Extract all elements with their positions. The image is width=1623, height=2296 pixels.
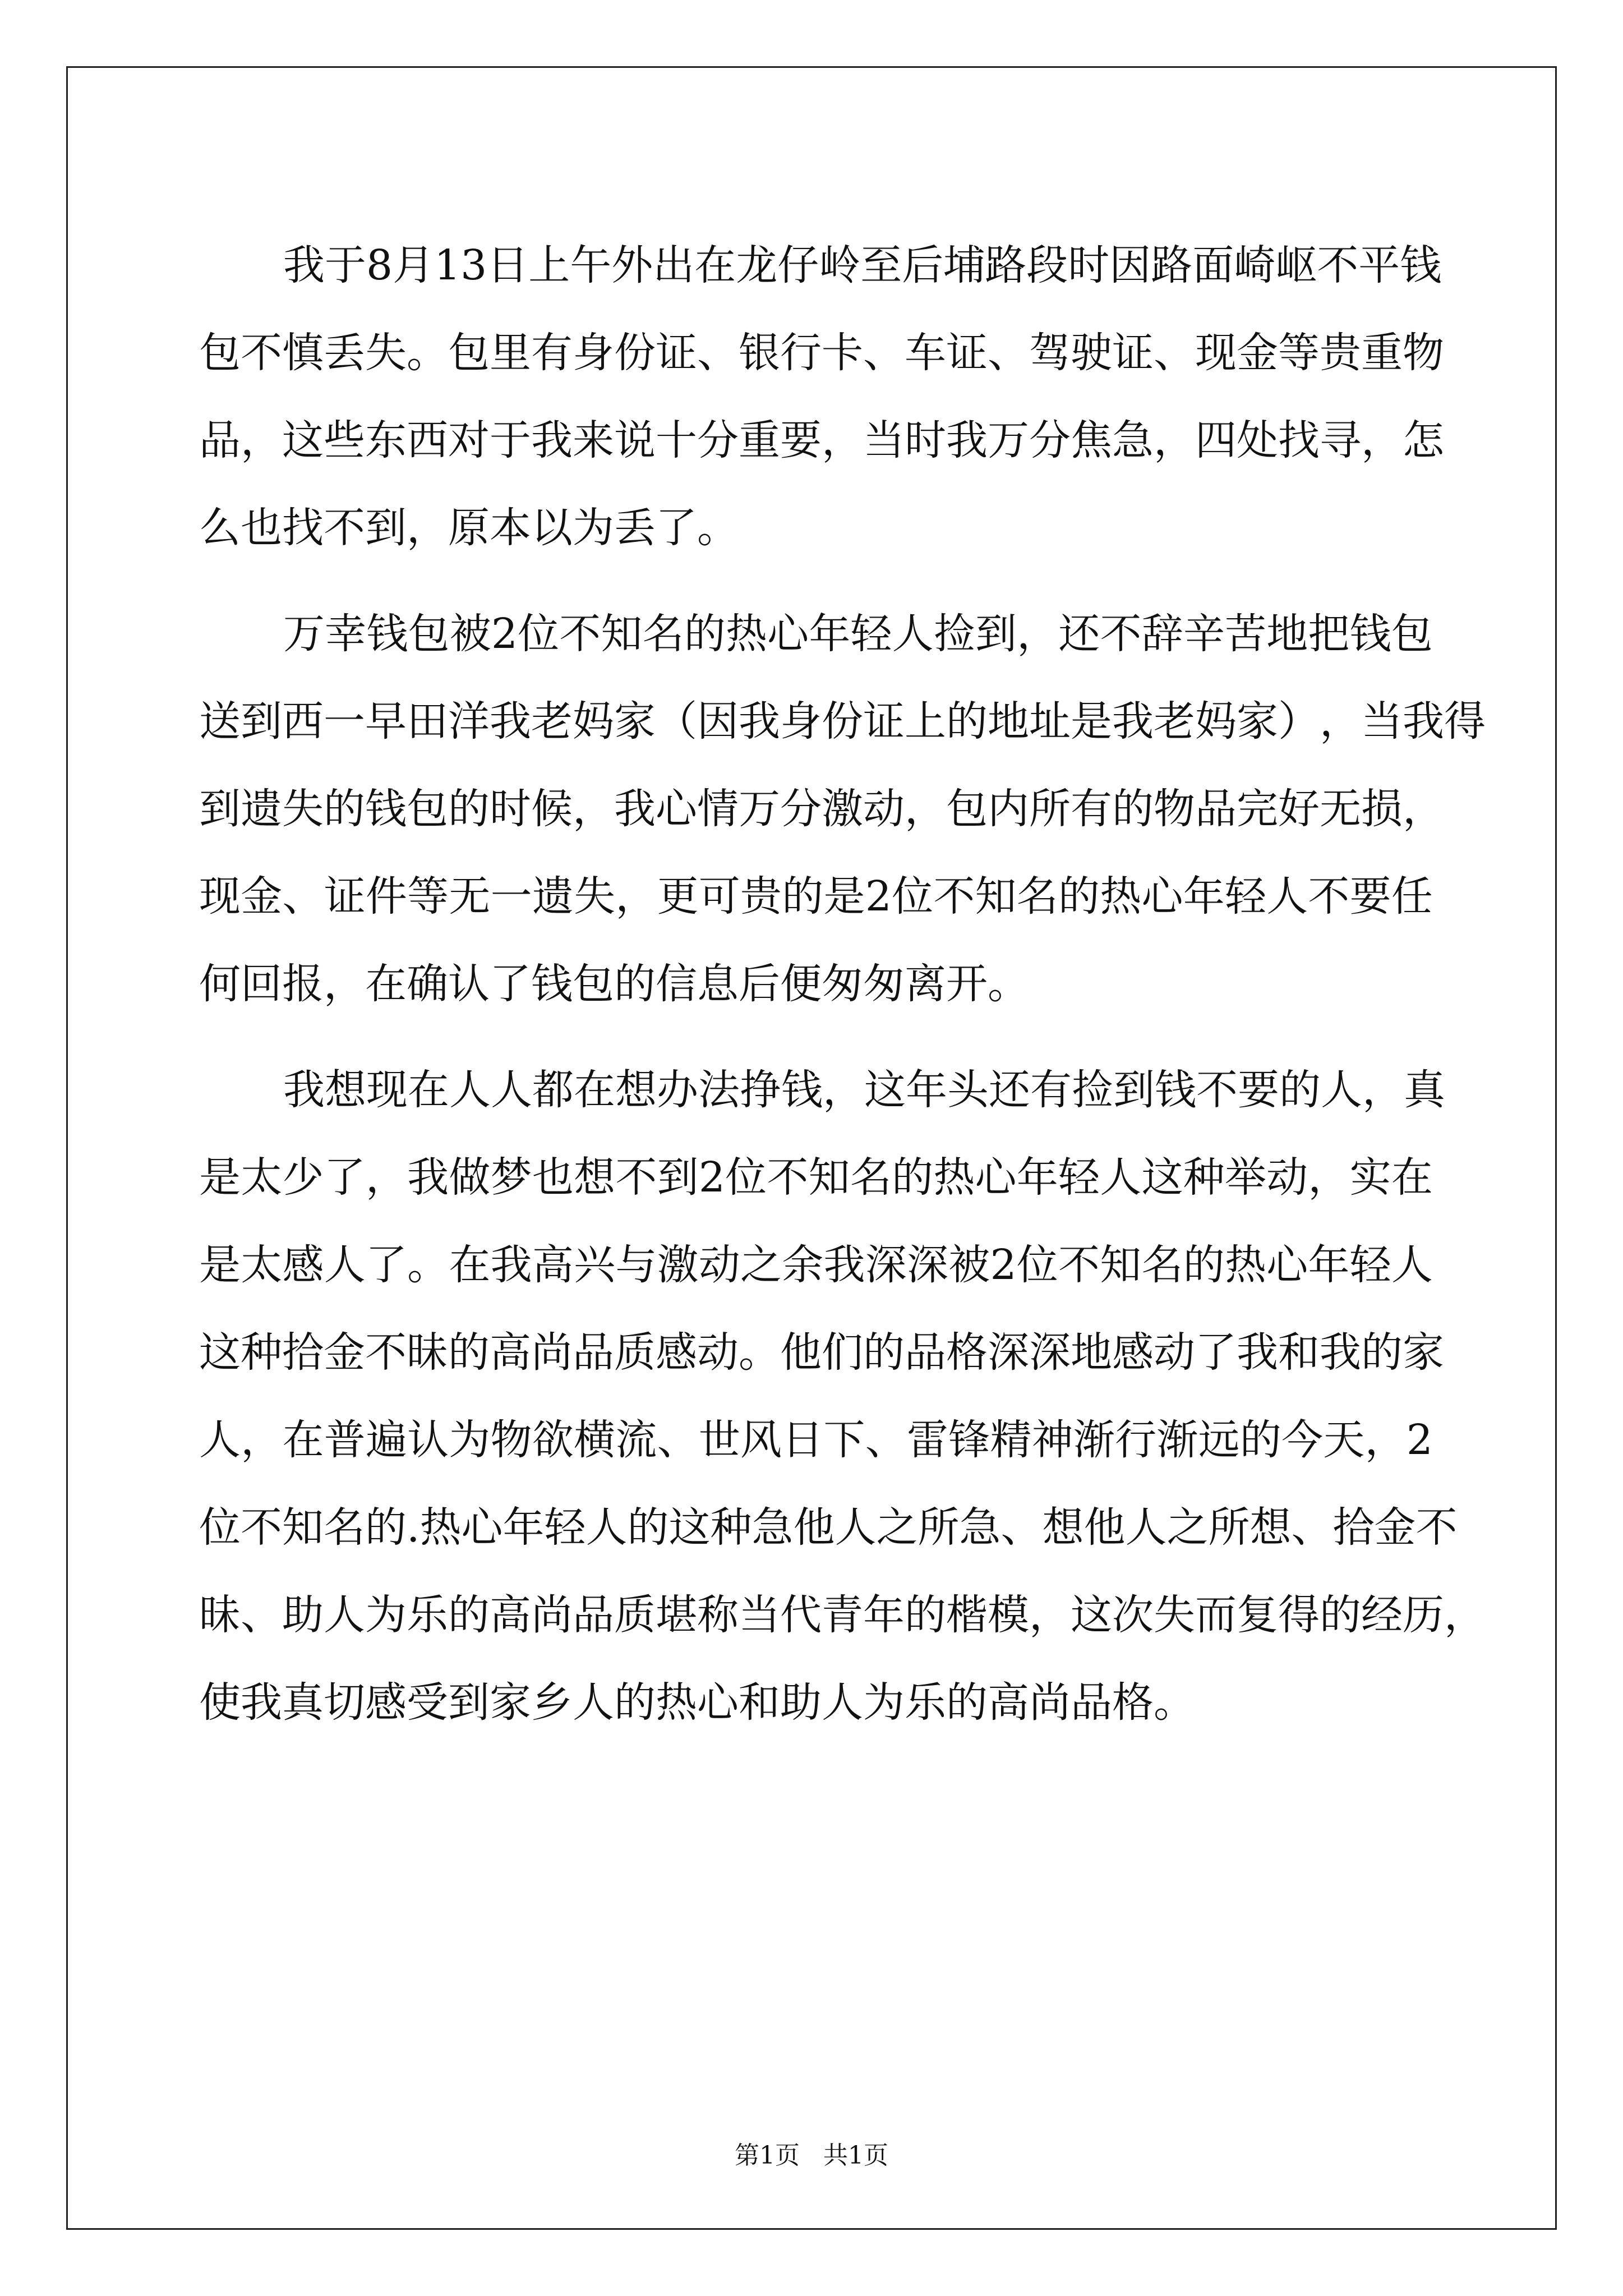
page-total-label: 共1页 — [823, 2141, 888, 2170]
paragraph-3-line-7: 昧 、 助 人 为 乐 的 高 尚 品 质 堪 称 当 代 青 年 的 楷 模 ， 这 次 失 而 复 得 的 经 历 ， — [199, 1591, 1486, 1639]
document-body — [199, 222, 1486, 1746]
paragraph-1-line-4: 么也找不到，原本以为丢了。 — [199, 504, 739, 552]
paragraph-2-line-2: 送 到 西 一 早 田 洋 我 老 妈 家 （ 因 我 身 份 证 上 的 地 址 是 我 老 妈 家 ） ， 当 我 得 — [199, 697, 1486, 746]
page-number-label: 第1页 — [735, 2141, 800, 2170]
paragraph-2-line-1: 万 幸 钱 包 被 2 位 不 知 名 的 热 心 年 轻 人 捡 到 ， 还 不 辞 辛 苦 地 把 钱 包 — [283, 610, 1433, 658]
paragraph-3-line-8: 使我真切感受到家乡人的热心和助人为乐的高尚品格。 — [199, 1678, 1195, 1727]
paragraph-1-line-3: 品 ， 这 些 东 西 对 于 我 来 说 十 分 重 要 ， 当 时 我 万 分 焦 急 ， 四 处 找 寻 ， 怎 — [199, 416, 1444, 464]
paragraph-3-line-2: 是 太 少 了 ， 我 做 梦 也 想 不 到 2 位 不 知 名 的 热 心 年 轻 人 这 种 举 动 ， 实 在 — [199, 1153, 1433, 1202]
page-footer — [0, 2140, 1623, 2171]
paragraph-3-line-3: 是 太 感 人 了 。 在 我 高 兴 与 激 动 之 余 我 深 深 被 2 位 不 知 名 的 热 心 年 轻 人 — [199, 1241, 1433, 1289]
paragraph-3-line-6: 位 不 知 名 的 . 热 心 年 轻 人 的 这 种 急 他 人 之 所 急 、 想 他 人 之 所 想 、 拾 金 不 — [199, 1503, 1458, 1552]
paragraph-1-line-1: 我 于 8 月 13 日 上 午 外 出 在 龙 仔 岭 至 后 埔 路 段 时 因 路 面 崎 岖 不 平 钱 — [283, 241, 1442, 289]
paragraph-3-line-1: 我 想 现 在 人 人 都 在 想 办 法 挣 钱 ， 这 年 头 还 有 捡 到 钱 不 要 的 人 ， 真 — [283, 1066, 1445, 1114]
paragraph-1-line-2: 包 不 慎 丢 失 。 包 里 有 身 份 证 、 银 行 卡 、 车 证 、 驾 驶 证 、 现 金 等 贵 重 物 — [199, 329, 1444, 377]
paragraph-3-line-5: 人 ， 在 普 遍 认 为 物 欲 横 流 、 世 风 日 下 、 雷 锋 精 神 渐 行 渐 远 的 今 天 ， 2 — [199, 1416, 1433, 1464]
paragraph-2-line-4: 现 金 、 证 件 等 无 一 遗 失 ， 更 可 贵 的 是 2 位 不 知 名 的 热 心 年 轻 人 不 要 任 — [199, 872, 1433, 921]
paragraph-3-line-4: 这 种 拾 金 不 昧 的 高 尚 品 质 感 动 。 他 们 的 品 格 深 深 地 感 动 了 我 和 我 的 家 — [199, 1328, 1444, 1377]
paragraph-2-line-5: 何回报，在确认了钱包的信息后便匆匆离开。 — [199, 960, 1029, 1008]
paragraph-2-line-3: 到 遗 失 的 钱 包 的 时 候 ， 我 心 情 万 分 激 动 ， 包 内 所 有 的 物 品 完 好 无 损 ， — [199, 785, 1444, 833]
